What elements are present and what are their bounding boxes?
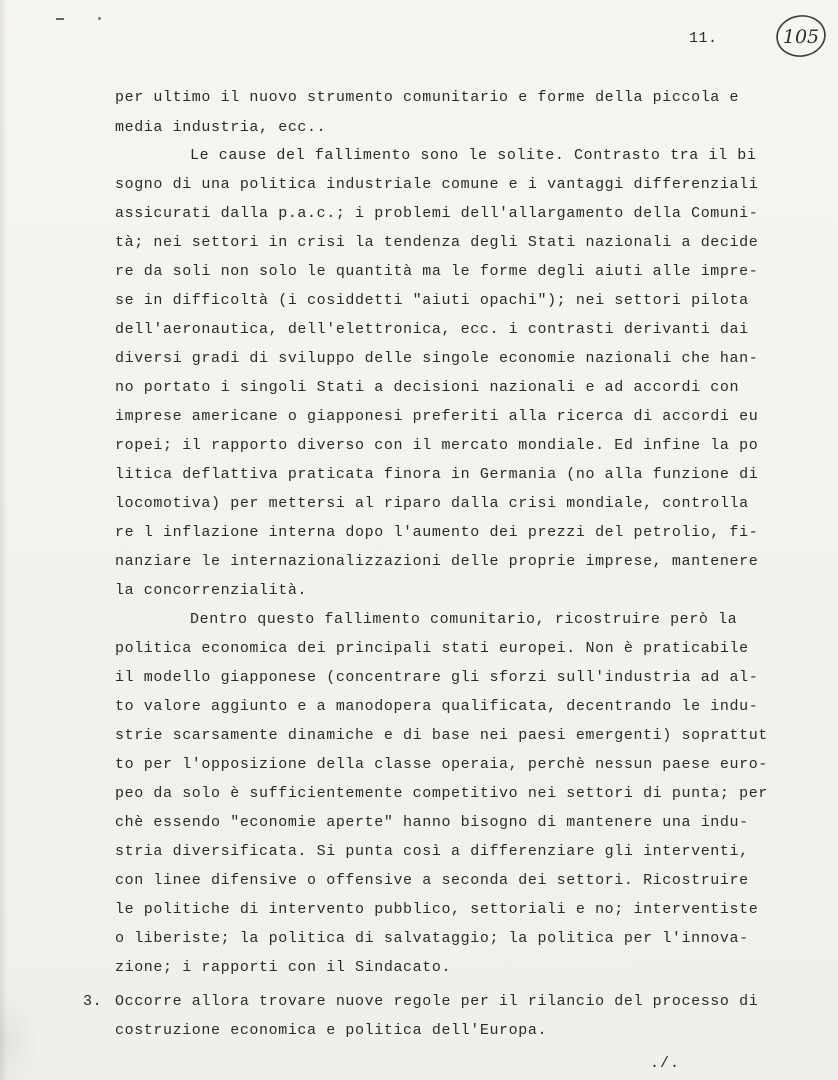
page-edge-shadow xyxy=(0,0,8,1080)
text-line: peo da solo è sufficientemente competitivo nei settori di punta; per xyxy=(115,785,768,802)
text-line: to per l'opposizione della classe operaia, perchè nessun paese euro- xyxy=(115,756,768,773)
list-item-number: 3. xyxy=(83,993,103,1010)
text-line: con linee difensive o offensive a seconda dei settori. Ricostruire xyxy=(115,872,749,889)
stamp-circle-icon xyxy=(774,12,828,60)
continuation-mark: ./. xyxy=(650,1055,681,1072)
text-line: sogno di una politica industriale comune e i vantaggi differenziali xyxy=(115,176,759,193)
text-line: per ultimo il nuovo strumento comunitario e forme della piccola e xyxy=(115,89,740,106)
text-line: tà; nei settori in crisi la tendenza degli Stati nazionali a decide xyxy=(115,234,759,251)
text-line: dell'aeronautica, dell'elettronica, ecc. i contrasti derivanti dai xyxy=(115,321,749,338)
text-line: litica deflattiva praticata finora in Germania (no alla funzione di xyxy=(115,466,759,483)
text-line: re da soli non solo le quantità ma le forme degli aiuti alle impre- xyxy=(115,263,759,280)
top-margin-mark xyxy=(56,18,64,20)
list-item-line: Occorre allora trovare nuove regole per il rilancio del processo di xyxy=(115,993,759,1010)
text-line: to valore aggiunto e a manodopera qualificata, decentrando le indu- xyxy=(115,698,759,715)
text-line: le politiche di intervento pubblico, settoriali e no; interventiste xyxy=(115,901,759,918)
text-line: media industria, ecc.. xyxy=(115,119,327,136)
text-line: nanziare le internazionalizzazioni delle proprie imprese, mantenere xyxy=(115,553,759,570)
page-number: 11. xyxy=(689,30,718,47)
text-line: o liberiste; la politica di salvataggio; la politica per l'innova- xyxy=(115,930,749,947)
text-line: politica economica dei principali stati europei. Non è praticabile xyxy=(115,640,749,657)
corner-smudge xyxy=(0,985,40,1080)
top-margin-dot xyxy=(98,17,101,20)
text-line: ropei; il rapporto diverso con il mercato mondiale. Ed infine la po xyxy=(115,437,759,454)
text-line: se in difficoltà (i cosiddetti "aiuti opachi"); nei settori pilota xyxy=(115,292,749,309)
text-line: il modello giapponese (concentrare gli sforzi sull'industria ad al- xyxy=(115,669,759,686)
text-line: stria diversificata. Si punta così a differenziare gli interventi, xyxy=(115,843,749,860)
text-line: Dentro questo fallimento comunitario, ricostruire però la xyxy=(190,611,738,628)
text-line: re l inflazione interna dopo l'aumento dei prezzi del petrolio, fi- xyxy=(115,524,759,541)
list-item-line: costruzione economica e politica dell'Europa. xyxy=(115,1022,548,1039)
text-line: imprese americane o giapponesi preferiti alla ricerca di accordi eu xyxy=(115,408,759,425)
text-line: diversi gradi di sviluppo delle singole economie nazionali che han- xyxy=(115,350,759,367)
text-line: locomotiva) per mettersi al riparo dalla crisi mondiale, controlla xyxy=(115,495,749,512)
handwritten-page-stamp xyxy=(774,12,828,60)
text-line: assicurati dalla p.a.c.; i problemi dell'allargamento della Comuni- xyxy=(115,205,759,222)
text-line: zione; i rapporti con il Sindacato. xyxy=(115,959,452,976)
text-line: chè essendo "economie aperte" hanno bisogno di mantenere una indu- xyxy=(115,814,749,831)
text-line: la concorrenzialità. xyxy=(115,582,308,599)
stamp-number: 105 xyxy=(782,26,820,48)
text-line: Le cause del fallimento sono le solite. Contrasto tra il bi xyxy=(190,147,757,164)
text-line: no portato i singoli Stati a decisioni nazionali e ad accordi con xyxy=(115,379,740,396)
text-line: strie scarsamente dinamiche e di base nei paesi emergenti) soprattut xyxy=(115,727,768,744)
